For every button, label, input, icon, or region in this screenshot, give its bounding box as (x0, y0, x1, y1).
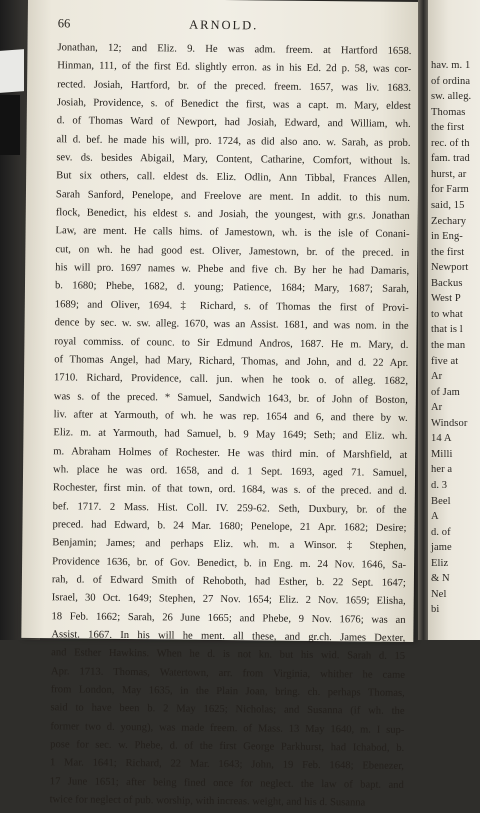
text-line: rah, d. of Edward Smith of Rehoboth, had Esther, b. 22 Sept. 1647; (51, 574, 406, 589)
text-line: liv. after at Yarmouth, of wh. he was rep. 1654 and 6, and there by w. (53, 409, 408, 424)
facing-text-line: Ar (431, 402, 443, 414)
facing-text-line: d. of (431, 526, 451, 538)
text-line: former two d. young), was made freem. of Mass. 13 May 1640, m. I sup- (50, 720, 405, 736)
facing-text-line: Beel (431, 495, 451, 507)
text-line: Providence 1636, br. of Gov. Benedict, b. in Eng. m. 24 Nov. 1646, Sa- (52, 555, 407, 571)
text-line: But six others, call. eldest ds. Eliz. Odlin, Ann Tibbal, Frances Allen, (56, 170, 411, 186)
facing-text-line: in Eng- (431, 231, 463, 243)
text-line: rected. Josiah, Hartford, br. of the preced. freem. 1657, was liv. 1683. (57, 78, 412, 94)
facing-text-line: sw. alleg. (431, 91, 472, 103)
book-page (21, 0, 420, 809)
facing-text-line: A (431, 511, 439, 523)
text-line: 1710. Richard, Providence, call. jun. when he took o. of alleg. 1682, (53, 372, 409, 388)
facing-text-line: Backus (431, 277, 463, 289)
text-line: d. of Thomas Ward of Newport, had Josiah, Edward, and William, wh. (56, 115, 411, 131)
text-line: Josiah, Providence, s. of Benedict the first, was a capt. m. Mary, eldest (56, 97, 411, 112)
text-line: dence by sec. w. sw. alleg. 1670, was an Assist. 1681, and was nom. in the (54, 317, 409, 333)
text-line: pose for sec. w. Phebe, d. of the first George Parkhurst, had Ichabod, b. (50, 739, 405, 754)
facing-text-line: that is l (431, 324, 463, 336)
facing-text-line: Windsor (431, 417, 468, 429)
facing-text-line: Eliz (431, 557, 449, 569)
facing-text-line: West P (431, 293, 461, 305)
text-line: Benjamin; James; and perhaps Eliz. wh. m. a Winsor. ‡ Stephen, (52, 537, 407, 553)
text-line: m. Abraham Holmes of Rochester. He was third min. of Marshfield, at (53, 445, 408, 461)
facing-text-line: of Jam (431, 386, 460, 398)
text-line: b. 1680; Phebe, 1682, d. young; Patience, 1684; Mary, 1687; Sarah, (54, 280, 410, 296)
facing-text-line: the first (431, 122, 465, 134)
text-line: all d. bef. he made his will, pro. 1724, as did also ano. w. Sarah, as prob. (56, 133, 411, 149)
text-line: 18 Feb. 1662; Sarah, 26 June 1665; and Phebe, 9 Nov. 1676; was an (51, 610, 406, 626)
page-header (28, 16, 420, 36)
text-line: cut, on wh. he had good est. Oliver, Jamestown, br. of the preced. in (55, 244, 410, 259)
facing-text-line: of ordina (431, 75, 471, 87)
text-line: Sarah Sanford, Penelope, and Freelove are ment. In addit. to this num. (55, 189, 410, 204)
facing-text-line: for Farm (431, 184, 469, 196)
dark-object (0, 95, 20, 155)
text-line: Jonathan, 12; and Eliz. 9. He was adm. freem. at Hartford 1658. (57, 42, 412, 57)
running-head: ARNOLD. (189, 17, 259, 33)
text-line: was s. of the preced. * Samuel, Sandwich 1643, br. of John of Boston, (53, 390, 408, 406)
facing-text-line: hurst, ar (431, 168, 467, 180)
body-text (50, 39, 420, 813)
facing-page (428, 0, 480, 640)
facing-text-line: the first (431, 246, 465, 258)
text-line: his will pro. 1697 names w. Phebe and five ch. By her he had Damaris, (55, 262, 410, 278)
text-line: said to have been b. 2 May 1625; Nicholas; and Susanna (if wh. the (50, 702, 405, 718)
facing-text-line: Zechary (431, 215, 467, 227)
facing-text-line: her a (431, 464, 453, 476)
page-number: 66 (57, 16, 71, 31)
facing-text-line: Nel (431, 588, 447, 600)
text-line: sev. ds. besides Abigail, Mary, Content, Catharine, Comfort, without ls. (56, 152, 411, 168)
text-line: Law, are ment. He calls hims. of Jamestown, wh. is the isle of Conani- (55, 225, 410, 241)
facing-text-line: Thomas (431, 106, 466, 118)
text-line: Assist. 1667. In his will he ment. all these, and gr.ch. James Dexter, (51, 629, 406, 644)
text-line: 1689; and Oliver, 1694. ‡ Richard, s. of Thomas the first of Provi- (54, 299, 409, 314)
text-line: 1 Mar. 1641; Richard, 22 Mar. 1643; John, 19 Feb. 1648; Ebenezer, (49, 757, 405, 773)
facing-text-line: d. 3 (431, 480, 448, 491)
facing-text-line: fam. trad (431, 153, 470, 165)
facing-text-line: said, 15 (431, 200, 465, 211)
facing-text-line: hav. m. 1 (431, 60, 471, 71)
facing-text-line: 14 A (431, 433, 452, 445)
text-line: of Thomas Angel, had Mary, Richard, Thomas, and John, and d. 22 Apr. (54, 354, 409, 369)
text-line: Hinman, 111, of the first Ed. slightly erron. as in his Ed. 2d p. 58, was cor- (57, 60, 412, 76)
text-line: Rochester, first min. of that town, ord. 1684, was s. of the preced. and d. (52, 482, 407, 498)
facing-text-line: bi (431, 604, 440, 616)
facing-text-line: five at (431, 355, 459, 367)
text-line: royal commiss. of counc. to Sir Edmund Andros, 1687. He m. Mary, d. (54, 335, 409, 351)
text-line: 17 June 1651; after being fined once for neglect. the law of bapt. and (49, 775, 404, 791)
facing-text-line: Newport (431, 262, 469, 274)
text-line: Israel, 30 Oct. 1649; Stephen, 27 Nov. 1654; Eliz. 2 Nov. 1659; Elisha, (51, 592, 406, 608)
facing-text-line: jame (431, 542, 452, 554)
text-line: and Esther Hawkins. When he d. is not kn. but his wid. Sarah d. 15 (51, 647, 406, 663)
facing-text-line: rec. of th (431, 137, 470, 149)
facing-text-line: Milli (431, 448, 453, 460)
paper-slip (0, 49, 24, 93)
text-line: twice for neglect of pub. worship, with increas. weight, and his d. Susanna (49, 794, 366, 809)
facing-text-line: to what (431, 308, 463, 320)
facing-text-line: the man (431, 340, 466, 351)
text-line: flock, Benedict, his eldest s. and Josiah, the youngest, with gr.s. Jonathan (55, 207, 410, 223)
text-line: Eliz. m. at Yarmouth, had Samuel, b. 9 May 1649; Seth; and Eliz. wh. (53, 427, 408, 443)
text-line: from London, May 1635, in the Plain Joan, bring. ch. perhaps Thomas, (50, 684, 405, 699)
text-line: wh. place he was ord. 1658, and d. 1 Sept. 1693, aged 71. Samuel, (53, 464, 408, 479)
facing-text-line: Ar (431, 371, 443, 383)
text-line: preced. had Edward, b. 24 Mar. 1680; Penelope, 21 Apr. 1682; Desire; (52, 519, 407, 534)
text-line: Apr. 1713. Thomas, Watertown, arr. from Virginia, whither he came (50, 665, 405, 681)
text-line: bef. 1717. 2 Mass. Hist. Coll. IV. 259-62. Seth, Duxbury, br. of the (52, 500, 407, 516)
facing-text-line: & N (431, 573, 450, 585)
